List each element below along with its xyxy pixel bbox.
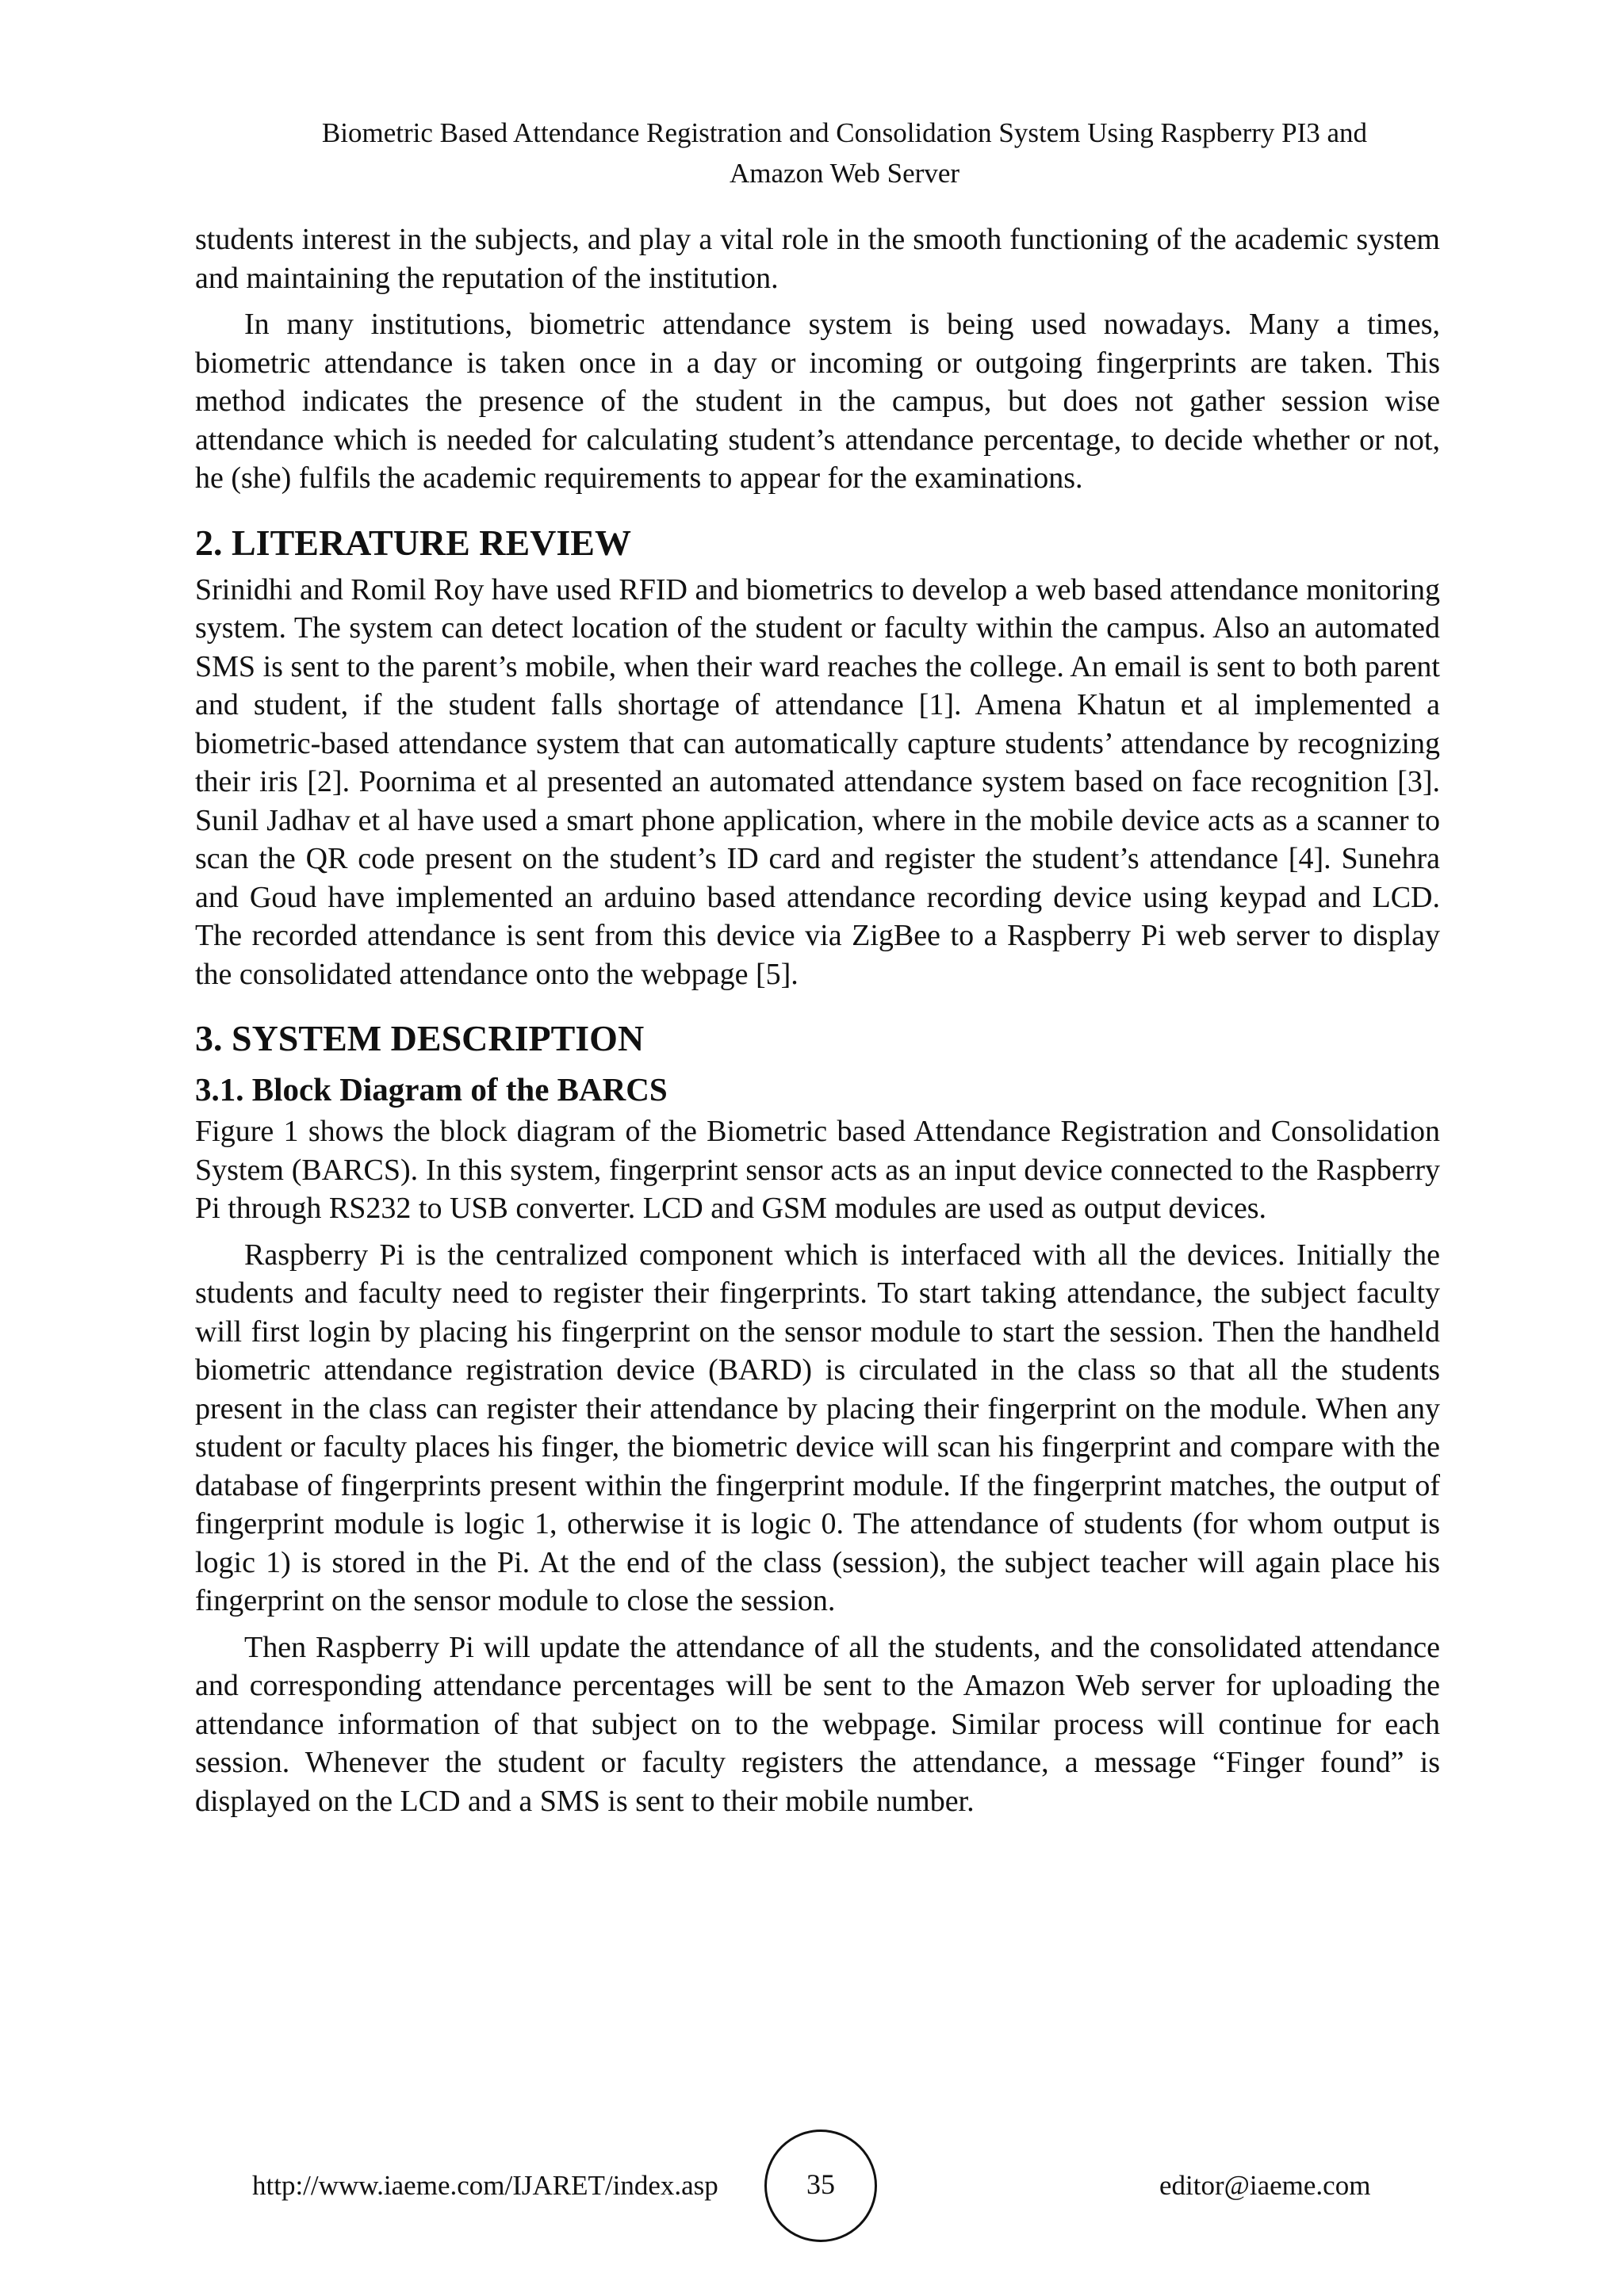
intro-paragraph-continued: students interest in the subjects, and play a vital role in the smooth functioning of the academic system and maintaining the reputation of the institution. — [195, 223, 1440, 295]
body-content — [195, 220, 1440, 1820]
literature-review-paragraph: Srinidhi and Romil Roy have used RFID and biometrics to develop a web based attendance monitoring system. The system can detect location of the student or faculty within the campus. Also an automated SMS is sent to the parent’s mobile, when their ward reaches the college. An email is sent to both parent and student, if the student falls shortage of attendance [1]. Amena Khatun et al implemented a biometric-based attendance system that can automatically capture students’ attendance by recognizing their iris [2]. Poornima et al presented an automated attendance system based on face recognition [3]. Sunil Jadhav et al have used a smart phone application, where in the mobile device acts as a scanner to scan the QR code present on the student’s ID card and register the student’s attendance [4]. Sunehra and Goud have implemented an arduino based attendance recording device using keypad and LCD. The recorded attendance is sent from this device via ZigBee to a Raspberry Pi web server to display the consolidated attendance onto the webpage [5]. — [195, 572, 1440, 991]
page-number-badge: 35 — [764, 2130, 877, 2242]
section-heading-literature-review: 2. LITERATURE REVIEW — [195, 522, 631, 563]
running-header-line-1: Biometric Based Attendance Registration and Consolidation System Using Raspberry PI3 and — [321, 117, 1368, 148]
footer-editor-email: editor@iaeme.com — [1159, 2170, 1371, 2201]
raspberry-pi-paragraph: Raspberry Pi is the centralized component which is interfaced with all the devices. Initially the students and faculty need to register their fingerprints. To start taking attendance, the subject faculty will first login by placing his fingerprint on the sensor module to start the session. Then the handheld biometric attendance registration device (BARD) is circulated in the class so that all the students present in the class can register their attendance by placing their fingerprint on the module. When any student or faculty places his finger, the biometric device will scan his fingerprint and compare with the database of fingerprints present within the fingerprint module. If the fingerprint matches, the output of fingerprint module is logic 1, otherwise it is logic 0. The attendance of students (for whom output is logic 1) is stored in the Pi. At the end of the class (session), the subject teacher will again place his fingerprint on the sensor module to close the session. — [195, 1238, 1440, 1617]
block-diagram-paragraph: Figure 1 shows the block diagram of the Biometric based Attendance Registration and Consolidation System (BARCS). In this system, fingerprint sensor acts as an input device connected to the Raspberry Pi through RS232 to USB converter. LCD and GSM modules are used as output devices. — [195, 1115, 1440, 1225]
running-header-line-2: Amazon Web Server — [729, 158, 960, 189]
running-header — [270, 113, 1419, 193]
intro-paragraph-biometric: In many institutions, biometric attendance system is being used nowadays. Many a times, biometric attendance is taken once in a day or incoming or outgoing fingerprints are taken. This method indicates the presence of the student in the campus, but does not gather session wise attendance which is needed for calculating student’s attendance percentage, to decide whether or not, he (she) fulfils the academic requirements to appear for the examinations. — [195, 308, 1440, 495]
section-heading-system-description: 3. SYSTEM DESCRIPTION — [195, 1018, 645, 1058]
update-attendance-paragraph: Then Raspberry Pi will update the attendance of all the students, and the consolidated attendance and corresponding attendance percentages will be sent to the Amazon Web server for uploading the attendance information of that subject on to the webpage. Similar process will continue for each session. Whenever the student or faculty registers the attendance, a message “Finger found” is displayed on the LCD and a SMS is sent to their mobile number. — [195, 1630, 1440, 1818]
footer-journal-url: http://www.iaeme.com/IJARET/index.asp — [252, 2170, 718, 2201]
subsection-heading-block-diagram: 3.1. Block Diagram of the BARCS — [195, 1071, 668, 1108]
